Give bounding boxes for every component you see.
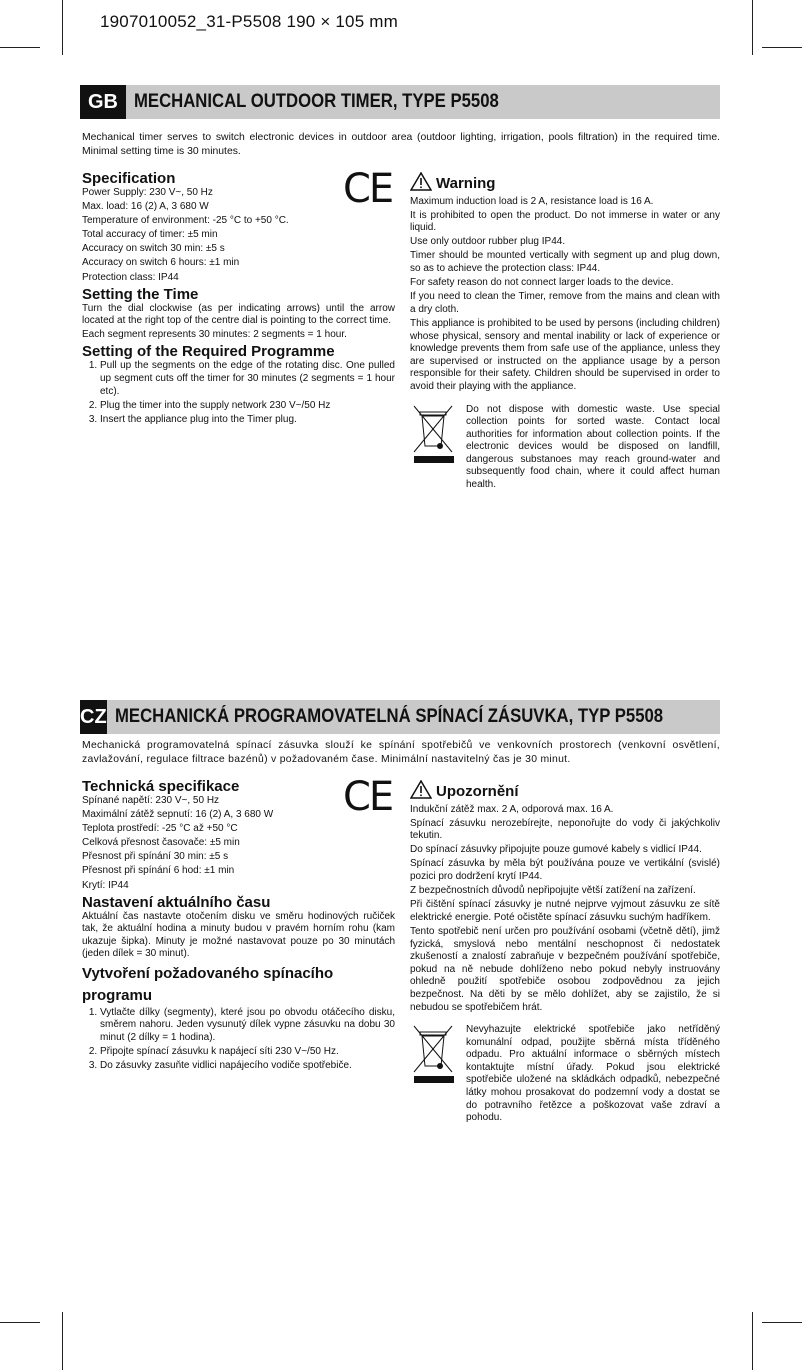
weee-block — [410, 1024, 720, 1126]
warning-triangle-icon — [410, 780, 432, 804]
crop-mark — [0, 1322, 40, 1323]
crop-mark — [752, 0, 753, 55]
programme-steps — [82, 360, 395, 426]
spec-item: Teplota prostředí: -25 °C až +50 °C — [82, 823, 238, 835]
spec-item: Spínané napětí: 230 V~, 50 Hz — [82, 795, 220, 806]
time-heading: Nastavení aktuálního času — [82, 893, 271, 911]
language-code: GB — [80, 85, 126, 119]
crossed-bin-icon — [410, 404, 458, 494]
language-code: CZ — [80, 700, 107, 734]
section-title: MECHANICKÁ PROGRAMOVATELNÁ SPÍNACÍ ZÁSUVKA, TYP P5508 — [114, 706, 663, 727]
spec-item: Power Supply: 230 V~, 50 Hz — [82, 187, 213, 198]
spec-item: Total accuracy of timer: ±5 min — [82, 229, 218, 241]
section-title: MECHANICAL OUTDOOR TIMER, TYPE P5508 — [134, 91, 499, 112]
cz-left-column — [82, 778, 395, 1074]
spec-item: Krytí: IP44 — [82, 879, 129, 891]
paragraph: Aktuální čas nastavte otočením disku ve směru hodinových ručiček tak, že aktuální hodina a minuty budou v pravém horním rohu (kam ukazuje šipka). Minuty je možné nastavovat pouze po 30 minutách (jeden dílek = 30 minut). — [82, 910, 395, 960]
crop-mark — [752, 1312, 753, 1370]
crop-mark — [0, 47, 40, 48]
warning-item: This appliance is prohibited to be used by persons (including children) whose physical, sensory and mental inability or lack of experience or knowledge prevents them from safe use of the appliance, unless they are supervised or instructed on the appliance usage by a person responsible for their safety. Children should be supervised in order to avoid their playing with the appliance. — [410, 317, 720, 392]
warning-item: Do spínací zásuvky připojujte pouze gumové kabely s vidlicí IP44. — [410, 844, 702, 856]
warning-list — [410, 804, 720, 1015]
warning-item: Use only outdoor rubber plug IP44. — [410, 236, 566, 248]
programme-heading: Vytvoření požadovaného spínacího programu — [82, 964, 334, 1004]
spec-item: Přesnost při spínání 30 min: ±5 s — [82, 851, 229, 863]
intro-text: Mechanical timer serves to switch electronic devices in outdoor area (outdoor lighting, irrigation, pools filtration) in the required time. Minimal setting time is 30 minutes. — [82, 132, 720, 157]
weee-text: Do not dispose with domestic waste. Use special collection points for sorted waste. Contact local authorities for information about collection points. If the electronic devices would be disposed on landfill, dangerous substanoes may reach ground-water and subsequently food chain, where it could affect human health. — [466, 403, 720, 491]
spec-item: Accuracy on switch 6 hours: ±1 min — [82, 257, 240, 269]
spec-item: Temperature of environment: -25 °C to +50 °C. — [82, 215, 289, 227]
cz-title-band — [80, 700, 720, 734]
step-item: 2. Připojte spínací zásuvku k napájecí síti 230 V~/50 Hz. — [100, 1046, 395, 1059]
spec-item: Max. load: 16 (2) A, 3 680 W — [82, 201, 209, 213]
time-heading: Setting the Time — [82, 285, 199, 303]
warning-item: It is prohibited to open the product. Do not immerse in water or any liquid. — [410, 209, 720, 234]
step-item: 3. Do zásuvky zasuňte vidlici napájecího vodiče spotřebiče. — [100, 1060, 395, 1073]
step-item: 1. Pull up the segments on the edge of the rotating disc. One pulled up segment cuts off the timer for 30 minutes (2 segments = 1 hour etc). — [100, 360, 395, 398]
warning-heading: Upozornění — [436, 783, 519, 801]
warning-item: Maximum induction load is 2 A, resistance load is 16 A. — [410, 195, 654, 207]
spec-heading: Specification — [82, 170, 176, 187]
warning-list — [410, 196, 720, 394]
warning-item: Při čištění spínací zásuvky je nutné nejprve vyjmout zásuvku ze sítě elektrické energie. Poté očistěte spínací zásuvku suchým hadříkem. — [410, 899, 720, 923]
weee-text: Nevyhazujte elektrické spotřebiče jako netříděný komunální odpad, použijte sběrná místa tříděného odpadu. Pro aktuální informace o sběrných místech kontaktujte místní úřady. Pokud jsou elektrické spotřebiče uložené na skládkách odpadků, nebezpečné látky mohou prosakovat do podzemní vody a dostat se do potravního řetězce a poškozovat vaše zdraví a pohodu. — [466, 1024, 720, 1124]
gb-title-band — [80, 85, 720, 119]
ce-mark-icon: CE — [343, 166, 393, 212]
crossed-bin-icon — [410, 1024, 458, 1126]
step-item: 3. Insert the appliance plug into the Timer plug. — [100, 414, 395, 427]
spec-item: Celková přesnost časovače: ±5 min — [82, 837, 240, 849]
spec-item: Maximální zátěž sepnutí: 16 (2) A, 3 680 W — [82, 809, 274, 821]
crop-mark — [62, 0, 63, 55]
time-text — [82, 303, 395, 342]
warning-item: Timer should be mounted vertically with segment up and plug down, so as to achieve the protection class: IP44. — [410, 250, 720, 275]
paragraph: Turn the dial clockwise (as per indicating arrows) until the arrow located at the right top of the centre dial is pointing to the correct time. — [82, 302, 395, 327]
warning-heading: Warning — [436, 175, 496, 193]
cz-right-column — [410, 780, 720, 1126]
step-item: 2. Plug the timer into the supply network 230 V~/50 Hz — [100, 400, 395, 413]
warning-item: If you need to clean the Timer, remove from the mains and clean with a dry cloth. — [410, 291, 720, 315]
crop-mark — [762, 1322, 802, 1323]
spec-item: Přesnost při spínání 6 hod: ±1 min — [82, 865, 235, 877]
warning-item: Z bezpečnostních důvodů nepřipojujte větší zatížení na zařízení. — [410, 885, 696, 897]
step-item: 1. Vytlačte dílky (segmenty), které jsou po obvodu otáčecího disku, směrem nahoru. Jeden vysunutý dílek vypne zásuvku na dobu 30 minut (2 dílky = 1 hodina). — [100, 1007, 395, 1045]
paragraph: Each segment represents 30 minutes: 2 segments = 1 hour. — [82, 329, 347, 341]
spec-item: Accuracy on switch 30 min: ±5 s — [82, 243, 225, 255]
warning-item: Spínací zásuvku nerozebírejte, neponořujte do vody či jakýchkoliv tekutin. — [410, 817, 720, 842]
warning-item: For safety reason do not connect larger loads to the device. — [410, 277, 674, 289]
warning-item: Tento spotřebič není určen pro používání osobami (včetně dětí), jimž fyzická, smyslová nebo mentální neschopnost či nedostatek zkušeností a znalostí zabraňuje v bezpečném používání spotřebiče, pokud na ně nebude dohlíženo nebo pokud nebyly instruovány ohledně použití spotřebiče osobou zodpovědnou za jejich bezpečnost. Na děti by se mělo dohlížet, aby se zajistilo, že si nebudou se spotřebičem hrát. — [410, 925, 720, 1013]
spec-item: Protection class: IP44 — [82, 271, 179, 283]
weee-block — [410, 404, 720, 494]
programme-steps — [82, 1007, 395, 1073]
warning-item: Indukční zátěž max. 2 A, odporová max. 16 A. — [410, 803, 614, 815]
time-text — [82, 911, 395, 961]
ce-mark-icon: CE — [343, 774, 393, 820]
print-label: 1907010052_31-P5508 190 × 105 mm — [100, 12, 398, 31]
programme-heading: Setting of the Required Programme — [82, 343, 335, 361]
crop-mark — [62, 1312, 63, 1370]
gb-right-column — [410, 172, 720, 493]
warning-item: Spínací zásuvka by měla být používána pouze ve vertikální (svislé) pozici pro dodržení krytí IP44. — [410, 858, 720, 883]
crop-mark — [762, 47, 802, 48]
intro-text: Mechanická programovatelná spínací zásuvka slouží ke spínání spotřebičů ve venkovních prostorech (venkovní osvětlení, zavlažování, regulace filtrace bazénů) v požadovaném čase. Minimální nastavitelný čas je 30 minut. — [82, 740, 720, 765]
spec-heading: Technická specifikace — [82, 778, 240, 795]
warning-triangle-icon — [410, 172, 432, 196]
